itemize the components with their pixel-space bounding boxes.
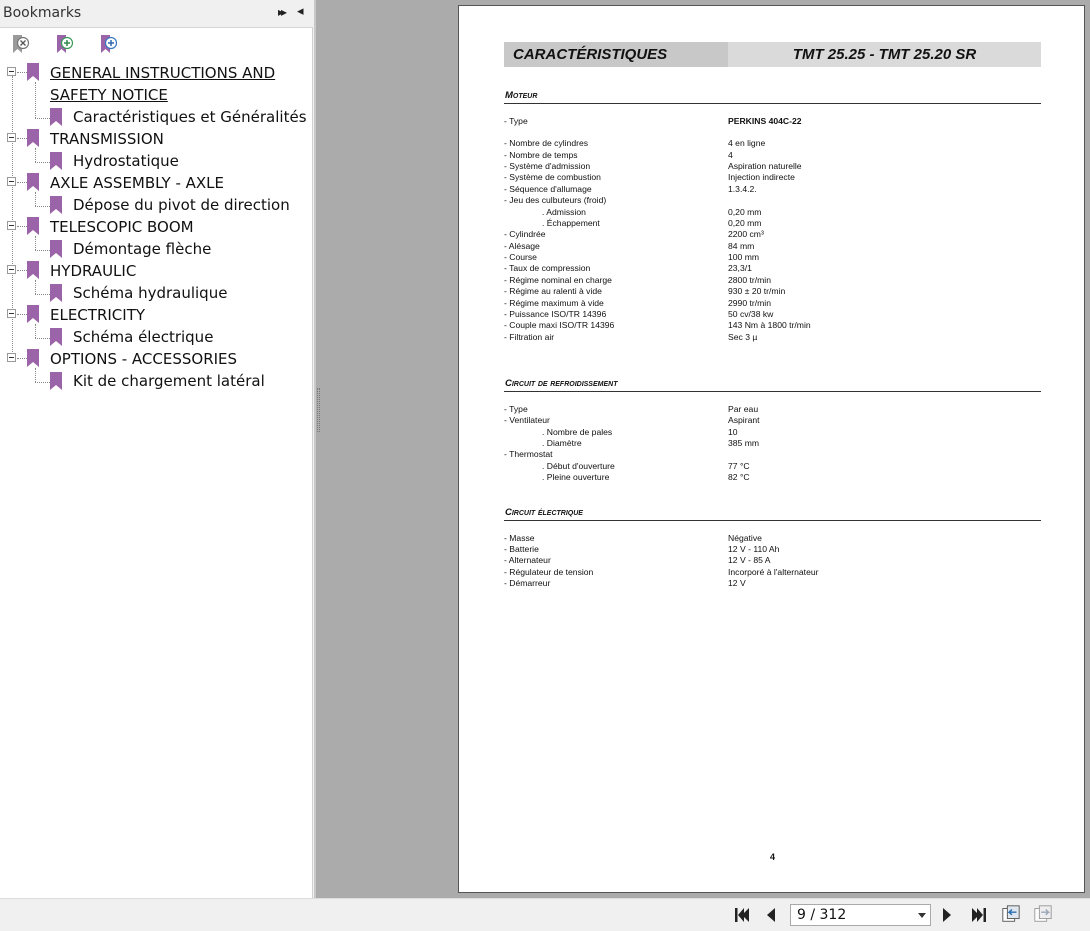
spec-value: Sec 3 µ <box>728 332 758 342</box>
bookmark-icon <box>50 196 62 214</box>
tree-branch <box>17 270 27 271</box>
spec-row <box>504 449 1041 460</box>
spec-label: - Alternateur <box>504 555 551 565</box>
add-bookmark-icon[interactable] <box>53 33 75 55</box>
bookmark-icon <box>27 173 39 191</box>
bookmark-transmission[interactable]: TRANSMISSION <box>50 130 164 148</box>
spec-row <box>504 320 1041 331</box>
tree-child-line <box>35 148 36 162</box>
spec-value: 2200 cm³ <box>728 229 764 239</box>
tree-branch <box>17 138 27 139</box>
previous-page-icon[interactable] <box>764 905 778 925</box>
spec-label: - Nombre de temps <box>504 150 578 160</box>
bookmark-icon <box>27 261 39 279</box>
toggle-axle-assembly[interactable] <box>7 177 16 186</box>
spec-row <box>504 567 1041 578</box>
tree-branch <box>35 338 50 339</box>
section-title-refroidissement: Circuit de refroidissement <box>505 378 618 389</box>
bookmarks-panel <box>0 0 313 898</box>
spec-value: 4 <box>728 150 733 160</box>
page-number: 4 <box>769 852 775 862</box>
page-indicator: 9 / 312 <box>797 907 847 923</box>
spec-value: 100 mm <box>728 252 760 262</box>
tree-child-line <box>35 192 36 206</box>
bookmark-caracteristiques[interactable]: Caractéristiques et Généralités <box>73 108 307 126</box>
spec-row <box>504 172 1041 183</box>
spec-row <box>504 116 1041 127</box>
spec-value: 2990 tr/min <box>728 298 771 308</box>
bookmark-hydrostatique[interactable]: Hydrostatique <box>73 152 179 170</box>
spec-label: . Diamètre <box>542 438 582 448</box>
toggle-hydraulic[interactable] <box>7 265 16 274</box>
spec-row <box>504 332 1041 343</box>
spec-value: PERKINS 404C-22 <box>728 116 802 126</box>
bookmark-telescopic-boom[interactable]: TELESCOPIC BOOM <box>50 218 194 236</box>
section-title-moteur: Moteur <box>505 90 538 101</box>
tree-branch <box>35 206 50 207</box>
spec-label: - Régime maximum à vide <box>504 298 604 308</box>
spec-value: 385 mm <box>728 438 760 448</box>
spec-label: - Puissance ISO/TR 14396 <box>504 309 607 319</box>
spec-value: 0,20 mm <box>728 207 762 217</box>
spec-label: - Démarreur <box>504 578 551 588</box>
spec-value: 82 °C <box>728 472 750 482</box>
add-child-bookmark-icon[interactable] <box>97 33 119 55</box>
tree-child-line <box>35 82 36 118</box>
spec-value: 0,20 mm <box>728 218 762 228</box>
tree-branch <box>17 72 27 73</box>
spec-label: - Ventilateur <box>504 415 550 425</box>
toggle-electricity[interactable] <box>7 309 16 318</box>
last-page-icon[interactable] <box>970 905 988 925</box>
spec-row <box>504 404 1041 415</box>
bookmark-kit-chargement[interactable]: Kit de chargement latéral <box>73 372 265 390</box>
spec-row <box>504 472 1041 483</box>
spec-label: . Nombre de pales <box>542 427 613 437</box>
next-page-icon[interactable] <box>940 905 954 925</box>
spec-label: - Course <box>504 252 537 262</box>
bookmark-icon <box>50 372 62 390</box>
spec-value: 4 en ligne <box>728 138 766 148</box>
chevron-down-icon <box>918 913 926 918</box>
page-header-title: CARACTÉRISTIQUES <box>513 46 668 63</box>
spec-label: - Régulateur de tension <box>504 567 594 577</box>
spec-value: 50 cv/38 kw <box>728 309 774 319</box>
bookmark-schema-hydraulique[interactable]: Schéma hydraulique <box>73 284 228 302</box>
tree-branch <box>17 182 27 183</box>
bookmark-electricity[interactable]: ELECTRICITY <box>50 306 146 324</box>
spec-row <box>504 241 1041 252</box>
section-title-electrique: Circuit électrique <box>505 507 583 518</box>
spec-row <box>504 252 1041 263</box>
spec-value: Incorporé à l'alternateur <box>728 567 819 577</box>
bookmarks-title: Bookmarks <box>3 5 82 21</box>
spec-value: Par eau <box>728 404 759 414</box>
spec-label: - Système de combustion <box>504 172 601 182</box>
spec-row <box>504 298 1041 309</box>
bookmark-icon <box>27 305 39 323</box>
spec-row <box>504 555 1041 566</box>
spec-label: - Régime au ralenti à vide <box>504 286 602 296</box>
bookmark-icon <box>27 129 39 147</box>
spec-row <box>504 195 1041 206</box>
bookmark-icon <box>27 63 39 81</box>
spec-label: - Jeu des culbuteurs (froid) <box>504 195 607 205</box>
spec-label: - Thermostat <box>504 449 553 459</box>
toggle-telescopic-boom[interactable] <box>7 221 16 230</box>
spec-value: Négative <box>728 533 762 543</box>
spec-label: . Pleine ouverture <box>542 472 610 482</box>
section-rule <box>504 391 1041 392</box>
spec-label: - Batterie <box>504 544 539 554</box>
tree-branch <box>35 294 50 295</box>
splitter-grip[interactable] <box>317 388 320 432</box>
bookmark-depose-pivot[interactable]: Dépose du pivot de direction <box>73 196 290 214</box>
spec-label: - Système d'admission <box>504 161 591 171</box>
spec-label: - Nombre de cylindres <box>504 138 589 148</box>
bookmarks-header <box>0 0 313 28</box>
spec-row <box>504 184 1041 195</box>
spec-label: - Séquence d'allumage <box>504 184 592 194</box>
tree-branch <box>35 118 50 119</box>
spec-label: - Type <box>504 116 528 126</box>
spec-label: . Échappement <box>542 218 600 228</box>
bookmark-icon <box>27 217 39 235</box>
spec-label: - Couple maxi ISO/TR 14396 <box>504 320 615 330</box>
spec-row <box>504 533 1041 544</box>
tree-branch <box>35 162 50 163</box>
bookmark-icon <box>27 349 39 367</box>
spec-label: - Alésage <box>504 241 540 251</box>
first-page-icon[interactable] <box>733 905 751 925</box>
toggle-transmission[interactable] <box>7 133 16 142</box>
spec-value: 23,3/1 <box>728 263 752 273</box>
spec-row <box>504 229 1041 240</box>
tree-branch <box>17 358 27 359</box>
spec-row <box>504 461 1041 472</box>
previous-view-icon[interactable] <box>1000 904 1022 924</box>
spec-row <box>504 309 1041 320</box>
expand-all-icon[interactable]: ▸▸ <box>278 5 285 19</box>
spec-label: - Régime nominal en charge <box>504 275 612 285</box>
spec-row <box>504 438 1041 449</box>
bookmark-icon <box>50 328 62 346</box>
spec-row <box>504 207 1041 218</box>
bookmark-demontage-fleche[interactable]: Démontage flèche <box>73 240 212 258</box>
next-view-icon[interactable] <box>1032 904 1054 924</box>
spec-label: - Cylindrée <box>504 229 546 239</box>
spec-label: . Début d'ouverture <box>542 461 615 471</box>
bookmark-icon <box>50 284 62 302</box>
section-rule <box>504 103 1041 104</box>
bookmark-general-instructions-line1[interactable]: GENERAL INSTRUCTIONS AND <box>50 64 276 82</box>
spec-value: Aspirant <box>728 415 760 425</box>
bookmark-icon <box>50 152 62 170</box>
spec-value: 2800 tr/min <box>728 275 771 285</box>
spec-row <box>504 218 1041 229</box>
page-number-select[interactable] <box>790 904 931 926</box>
tree-branch <box>17 226 27 227</box>
spec-value: 12 V - 85 A <box>728 555 771 565</box>
bookmark-icon <box>50 240 62 258</box>
bookmark-schema-electrique[interactable]: Schéma électrique <box>73 328 214 346</box>
bookmark-axle-assembly[interactable]: AXLE ASSEMBLY - AXLE <box>50 174 225 192</box>
tree-branch <box>17 314 27 315</box>
spec-label: - Type <box>504 404 528 414</box>
bookmark-icon <box>50 108 62 126</box>
spec-row <box>504 263 1041 274</box>
spec-value: 930 ± 20 tr/min <box>728 286 786 296</box>
spec-row <box>504 544 1041 555</box>
spec-value: 84 mm <box>728 241 755 251</box>
spec-row <box>504 150 1041 161</box>
spec-value: 143 Nm à 1800 tr/min <box>728 320 811 330</box>
spec-label: - Taux de compression <box>504 263 591 273</box>
spec-value: 12 V - 110 Ah <box>728 544 780 554</box>
bookmark-hydraulic[interactable]: HYDRAULIC <box>50 262 137 280</box>
spec-value: Aspiration naturelle <box>728 161 802 171</box>
spec-row <box>504 427 1041 438</box>
spec-label: . Admission <box>542 207 586 217</box>
tree-branch <box>35 382 50 383</box>
tree-child-line <box>35 280 36 294</box>
spec-value: 12 V <box>728 578 746 588</box>
spec-label: - Masse <box>504 533 535 543</box>
tree-child-line <box>35 236 36 250</box>
spec-row <box>504 415 1041 426</box>
bookmark-options-accessories[interactable]: OPTIONS - ACCESSORIES <box>50 350 238 368</box>
tree-child-line <box>35 324 36 338</box>
page-header-model: TMT 25.25 - TMT 25.20 SR <box>792 46 977 63</box>
spec-row <box>504 286 1041 297</box>
document-page <box>458 5 1085 893</box>
spec-row <box>504 275 1041 286</box>
delete-bookmark-icon[interactable] <box>9 33 31 55</box>
tree-child-line <box>35 368 36 382</box>
section-rule <box>504 520 1041 521</box>
spec-value: 77 °C <box>728 461 750 471</box>
spec-row <box>504 138 1041 149</box>
tree-branch <box>35 250 50 251</box>
spec-value: 1.3.4.2. <box>728 184 757 194</box>
spec-row <box>504 161 1041 172</box>
spec-value: Injection indirecte <box>728 172 795 182</box>
toggle-options-accessories[interactable] <box>7 353 16 362</box>
spec-row <box>504 578 1041 589</box>
spec-value: 10 <box>728 427 738 437</box>
collapse-panel-icon[interactable]: ◂ <box>297 4 304 19</box>
bookmark-general-instructions-line2[interactable]: SAFETY NOTICE <box>50 86 168 104</box>
spec-label: - Filtration air <box>504 332 555 342</box>
toggle-general-instructions[interactable] <box>7 67 16 76</box>
